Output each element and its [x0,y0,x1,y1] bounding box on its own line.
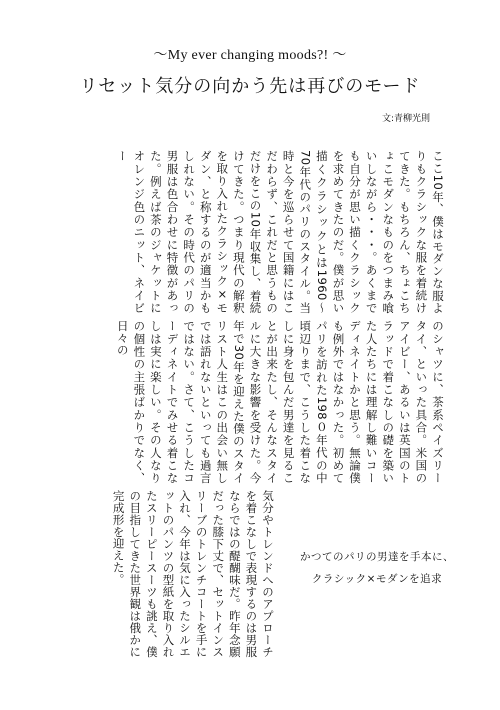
byline: 文:青柳光則 [381,114,430,124]
pull-caption [282,546,472,590]
body-column-middle: のシャツに、茶系ペイズリータイ、といった具合。米国のアイビー、あるいは英国のトラッドで着こなしの礎を築いた人たちには理解し難いコーディネイトかと思う。無論僕も例外ではなかった。初めてパリを訪れた198０年代の中頃辺りまで、こうした着こなしに身を包んだ男達を見ることが出来たし、そんなスタイルに大きな影響を受けた。今年で30年を迎えた僕のスタイリスト人生はこの出会い無しでは語れないといっても過言ではない。さて、こうしたコーディネイトでみせる着こなしは実に楽しい。その人なりの個性の主張ばかりでなく、日々の [115,320,445,484]
article-headline: リセット気分の向かう先は再びのモード [79,76,421,97]
kicker: 〜My ever changing moods?! 〜 [153,48,347,63]
body-column-lower: 気分やトレンドへのアプローチを着こなしで表現するのは男服ならではの醍醐味だ。昨年念願だった膝下丈で、セットインスリーブのトレンチコートを手に入れ、今年は気に入ったシルエットのパンツの型紙を取り入れたスリーピースーツも誂え、僕の目指してきた世界観は俄かに完成形を迎えた。 [111,490,275,658]
caption-line-1: かつてのパリの男達を手本に、 [300,551,454,563]
caption-line-2: クラシック×モダンを追求 [311,573,443,585]
body-column-upper: ここ10年、僕はモダンな服よりもクラシックな服を着続けてきた。もちろん、ちょこちょこモダンなものをつまみ喰いしながら・・・。あくまでも自分が思い描くクラシックを求めてきたのだ。僕が思い描くクラシックとは1960〜70年代のパリのスタイル。当時と今を巡らせて国籍にはこだわらず、これだと思うものだけをこの10年収集し、着続けてきた。つまり現代の解釈を取り入れたクラシック×モダン、と称するのが適当かもしれない。その時代のパリの男服は色合わせに特徴があった。例えば茶のジャケットにオレンジ色のニット、ネイビー [115,150,445,314]
